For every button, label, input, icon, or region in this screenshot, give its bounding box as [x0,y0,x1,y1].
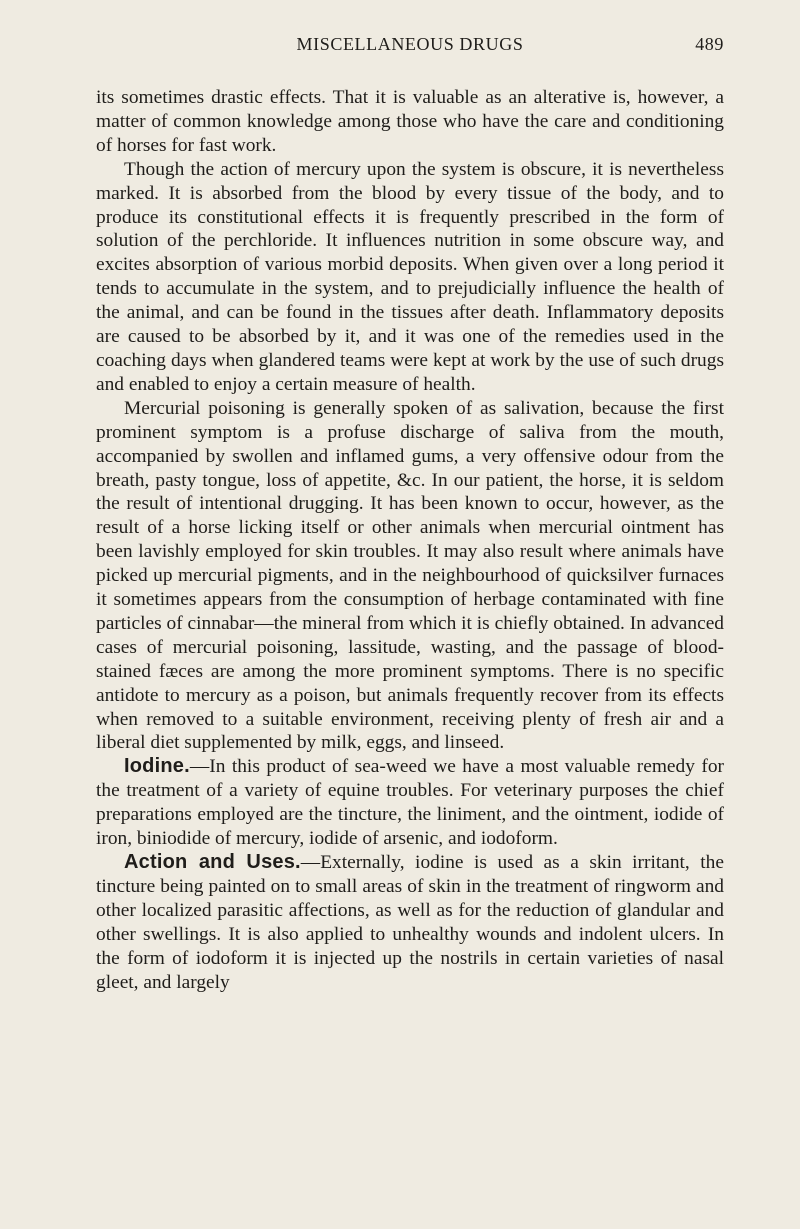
body-text [96,86,724,994]
section-heading-action-and-uses: Action and Uses. [124,851,301,873]
running-title: MISCELLANEOUS DRUGS [296,34,524,54]
paragraph-iodine [96,755,724,851]
section-heading-iodine: Iodine. [124,755,190,778]
paragraph-action-and-uses [96,851,724,994]
paragraph-text: its sometimes drastic effects. That it is valuable as an alterative is, however, a matter of common knowledge among those who have the care and conditioning of horses for fast work. [96,87,724,156]
paragraph-continuation [96,86,724,158]
page-number: 489 [695,34,724,54]
paragraph-text: —In this product of sea-weed we have a most valuable remedy for the treatment of a variety of equine troubles. For veterinary purposes the chief preparations employed are the tincture, the liniment, and the ointment, iodide of iron, biniodide of mercury, iodide of arsenic, and iodoform. [96,756,724,850]
paragraph-mercurial-poisoning [96,397,724,756]
page-header [96,34,724,60]
paragraph-mercury-action [96,158,724,397]
paragraph-text: Though the action of mercury upon the system is obscure, it is nevertheless marked. It is absorbed from the blood by every tissue of the body, and to produce its constitutional effects it is frequently prescribed in the form of solution of the perchloride. It influences nutrition in some obscure way, and excites absorption of various morbid deposits. When given over a long period it tends to accumulate in the system, and to prejudicially influence the health of the animal, and can be found in the tissues after death. Inflammatory deposits are caused to be absorbed by it, and it was one of the remedies used in the coaching days when glandered teams were kept at work by the use of such drugs and enabled to enjoy a certain measure of health. [96,158,724,395]
paragraph-text: Mercurial poisoning is generally spoken of as salivation, because the first prominent symptom is a profuse discharge of saliva from the mouth, accompanied by swollen and inflamed gums, a very offensive odour from the breath, pasty tongue, loss of appetite, &c. In our patient, the horse, it is seldom the result of intentional drugging. It has been known to occur, however, as the result of a horse licking itself or other animals when mercurial ointment has been lavishly employed for skin troubles. It may also result where animals have picked up mercurial pigments, and in the neighbourhood of quicksilver furnaces it sometimes appears from the consumption of herbage contaminated with fine particles of cinnabar—the mineral from which it is chiefly obtained. In advanced cases of mercurial poisoning, lassitude, wasting, and the passage of blood-stained fæces are among the more prominent symptoms. There is no specific antidote to mercury as a poison, but animals frequently recover from its effects when removed to a suitable environment, receiving plenty of fresh air and a liberal diet supplemented by milk, eggs, and linseed. [96,397,724,754]
paragraph-text: —Externally, iodine is used as a skin irritant, the tincture being painted on to small areas of skin in the treatment of ringworm and other localized parasitic affections, as well as for the reduction of glandular and other swellings. It is also applied to unhealthy wounds and indolent ulcers. In the form of iodoform it is injected up the nostrils in certain varieties of nasal gleet, and largely [96,852,724,993]
